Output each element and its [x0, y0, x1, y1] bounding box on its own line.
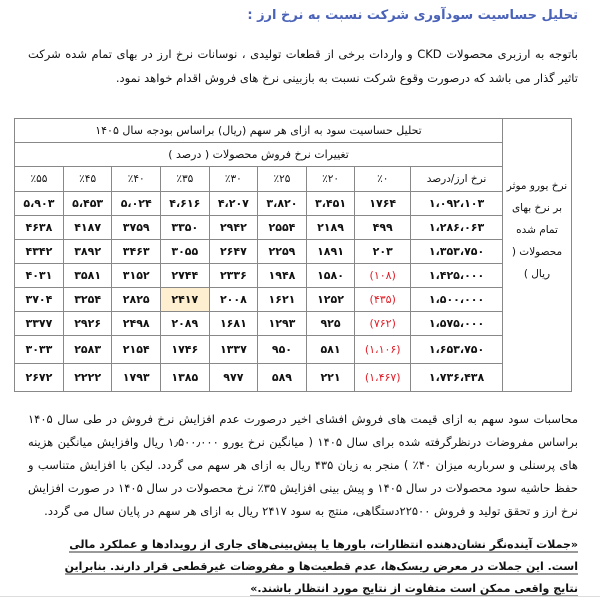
disclaimer-text: «جملات آینده‌نگر نشان‌دهنده انتظارات، باورها یا پیش‌بینی‌های جاری از رویدادها و عملکرد مالی است. این جملات در معرض ریسک‌ها، عدم قطعیت‌ها و مفروضات غیرقطعی قرار دارند. بنابراین نتایج واقعی ممکن است متفاوت از نتایج مورد انتظار باشند.» [64, 538, 578, 595]
eps-cell: ۹۷۷ [209, 364, 258, 392]
eps-cell: ۳۷۰۴ [15, 288, 64, 312]
eps-cell: ۱۷۹۳ [112, 364, 161, 392]
fx-rate-cell: ۱،۶۵۳،۷۵۰ [411, 336, 503, 364]
eps-cell: ۴۰۳۱ [15, 264, 64, 288]
table-row [15, 264, 572, 288]
table-row [15, 216, 572, 240]
section-title: تحلیل حساسیت سودآوری شرکت نسبت به نرخ ارز : [247, 8, 578, 23]
eps-cell: ۲۶۷۲ [15, 364, 64, 392]
eps-cell: ۱۳۳۷ [209, 336, 258, 364]
intro-paragraph: باتوجه به ارزبری محصولات CKD و واردات برخی از قطعات تولیدی ، نوسانات نرخ ارز در بهای تمام شده شرکت تاثیر گذار می باشد که درصورت وقوع شرکت نسبت به بازبینی نرخ های فروش اقدام خواهد نمود. [28, 47, 578, 85]
eps-cell: ۲۰۳ [355, 240, 411, 264]
column-header: ٪۵۵ [15, 167, 64, 192]
eps-cell: ۹۵۰ [258, 336, 307, 364]
eps-cell: ۲۵۸۳ [63, 336, 112, 364]
column-header: ٪۰ [355, 167, 411, 192]
table-subtitle: تغییرات نرخ فروش محصولات ( درصد ) [15, 143, 503, 167]
eps-cell: (۷۶۲) [355, 312, 411, 336]
table-row [15, 336, 572, 364]
eps-cell: ۱۷۴۶ [161, 336, 210, 364]
column-header: ٪۲۰ [306, 167, 355, 192]
eps-cell: ۳۳۷۷ [15, 312, 64, 336]
analysis-paragraph: محاسبات سود سهم به ازای قیمت های فروش افشای اخیر درصورت عدم افزایش نرخ فروش در طی سال ۱۴۰۵ براساس مفروضات درنظرگرفته شده برای سال ۱۴۰۵ ( میانگین نرخ یورو ۱٫۵۰۰٫۰۰۰ ریال وافزایش میانگین هزینه های پرسنلی و سرباربه میزان ۴۰٪ ) منجر به زیان ۴۳۵ ریال به ازای هر سهم می گردد. لیکن با افزایش متناسب و حفظ حاشیه سود محصولات در سال ۱۴۰۵ و پیش بینی افزایش ۳۵٪ نرخ محصولات در سال ۱۴۰۵ در صورت افزایش نرخ ارز و تحقق تولید و فروش ۲۲۵۰۰دستگاهی، منتج به سود ۲۴۱۷ ریال به ازای هر سهم در پایان سال می گردد. [28, 412, 578, 518]
eps-cell: ۴۶۳۸ [15, 216, 64, 240]
eps-cell: ۱۲۹۳ [258, 312, 307, 336]
eps-cell: ۱۲۵۲ [306, 288, 355, 312]
eps-cell: ۱۷۶۴ [355, 192, 411, 216]
column-header: ٪۳۰ [209, 167, 258, 192]
table-row [15, 240, 572, 264]
column-header: ٪۴۵ [63, 167, 112, 192]
eps-cell: ۵،۴۵۳ [63, 192, 112, 216]
eps-cell: ۱۹۴۸ [258, 264, 307, 288]
eps-cell: ۲۳۳۶ [209, 264, 258, 288]
eps-cell: ۲۰۰۸ [209, 288, 258, 312]
eps-cell: ۴۹۹ [355, 216, 411, 240]
eps-cell: ۲۱۵۴ [112, 336, 161, 364]
eps-cell: ۳۵۸۱ [63, 264, 112, 288]
fx-rate-cell: ۱،۷۳۶،۴۳۸ [411, 364, 503, 392]
eps-cell: (۱۰۸) [355, 264, 411, 288]
eps-cell: ۴۳۴۲ [15, 240, 64, 264]
eps-cell: ۳،۴۵۱ [306, 192, 355, 216]
eps-cell: ۵۸۱ [306, 336, 355, 364]
eps-cell: ۳۰۳۳ [15, 336, 64, 364]
eps-cell: ۲۲۱ [306, 364, 355, 392]
sensitivity-table [14, 118, 572, 392]
eps-cell: ۵،۹۰۳ [15, 192, 64, 216]
eps-cell: ۳۸۹۲ [63, 240, 112, 264]
eps-cell: ۳۷۵۹ [112, 216, 161, 240]
eps-cell: ۲۴۹۸ [112, 312, 161, 336]
eps-cell: ۲۱۸۹ [306, 216, 355, 240]
eps-cell: ۲۲۲۲ [63, 364, 112, 392]
column-header: ٪۴۰ [112, 167, 161, 192]
fx-rate-cell: ۱،۵۷۵،۰۰۰ [411, 312, 503, 336]
fx-rate-cell: ۱،۴۲۵،۰۰۰ [411, 264, 503, 288]
eps-cell: ۴،۶۱۶ [161, 192, 210, 216]
eps-cell: ۱۶۲۱ [258, 288, 307, 312]
eps-cell: ۲۴۱۷ [161, 288, 210, 312]
table-row [15, 192, 572, 216]
eps-cell: ۵۸۹ [258, 364, 307, 392]
eps-cell: ۳۲۵۴ [63, 288, 112, 312]
column-header: ٪۳۵ [161, 167, 210, 192]
eps-cell: ۱۳۸۵ [161, 364, 210, 392]
eps-cell: ۳۴۶۳ [112, 240, 161, 264]
fx-rate-cell: ۱،۲۸۶،۰۶۳ [411, 216, 503, 240]
eps-cell: ۴،۲۰۷ [209, 192, 258, 216]
eps-cell: ۵،۰۲۴ [112, 192, 161, 216]
table-row [15, 364, 572, 392]
eps-cell: ۲۵۵۴ [258, 216, 307, 240]
eps-cell: ۲۸۲۵ [112, 288, 161, 312]
table-row [15, 312, 572, 336]
eps-cell: ۱۵۸۰ [306, 264, 355, 288]
eps-cell: ۳،۸۲۰ [258, 192, 307, 216]
fx-rate-cell: ۱،۵۰۰،۰۰۰ [411, 288, 503, 312]
eps-cell: ۳۱۵۲ [112, 264, 161, 288]
eps-cell: ۲۲۵۹ [258, 240, 307, 264]
disclaimer [40, 534, 578, 600]
column-header: نرخ ارز/درصد [411, 167, 503, 192]
eps-cell: ۹۲۵ [306, 312, 355, 336]
eps-cell: ۳۰۵۵ [161, 240, 210, 264]
table-title: تحلیل حساسیت سود به ازای هر سهم (ریال) براساس بودجه سال ۱۴۰۵ [15, 119, 503, 143]
eps-cell: (۱،۴۶۷) [355, 364, 411, 392]
corner-cell [503, 119, 572, 167]
eps-cell: ۲۹۲۶ [63, 312, 112, 336]
eps-cell: (۱،۱۰۶) [355, 336, 411, 364]
fx-rate-cell: ۱،۳۵۳،۷۵۰ [411, 240, 503, 264]
eps-cell: ۲۷۴۴ [161, 264, 210, 288]
eps-cell: ۲۰۸۹ [161, 312, 210, 336]
eps-cell: ۳۳۵۰ [161, 216, 210, 240]
eps-cell: (۴۳۵) [355, 288, 411, 312]
eps-cell: ۱۸۹۱ [306, 240, 355, 264]
eps-cell: ۲۹۴۲ [209, 216, 258, 240]
side-label: نرخ یورو موثر بر نرخ بهای تمام شده محصولات ( ریال ) [503, 167, 572, 392]
fx-rate-cell: ۱،۰۹۲،۱۰۳ [411, 192, 503, 216]
divider [0, 596, 600, 597]
column-header: ٪۲۵ [258, 167, 307, 192]
eps-cell: ۱۶۸۱ [209, 312, 258, 336]
eps-cell: ۴۱۸۷ [63, 216, 112, 240]
eps-cell: ۲۶۴۷ [209, 240, 258, 264]
table-row [15, 288, 572, 312]
